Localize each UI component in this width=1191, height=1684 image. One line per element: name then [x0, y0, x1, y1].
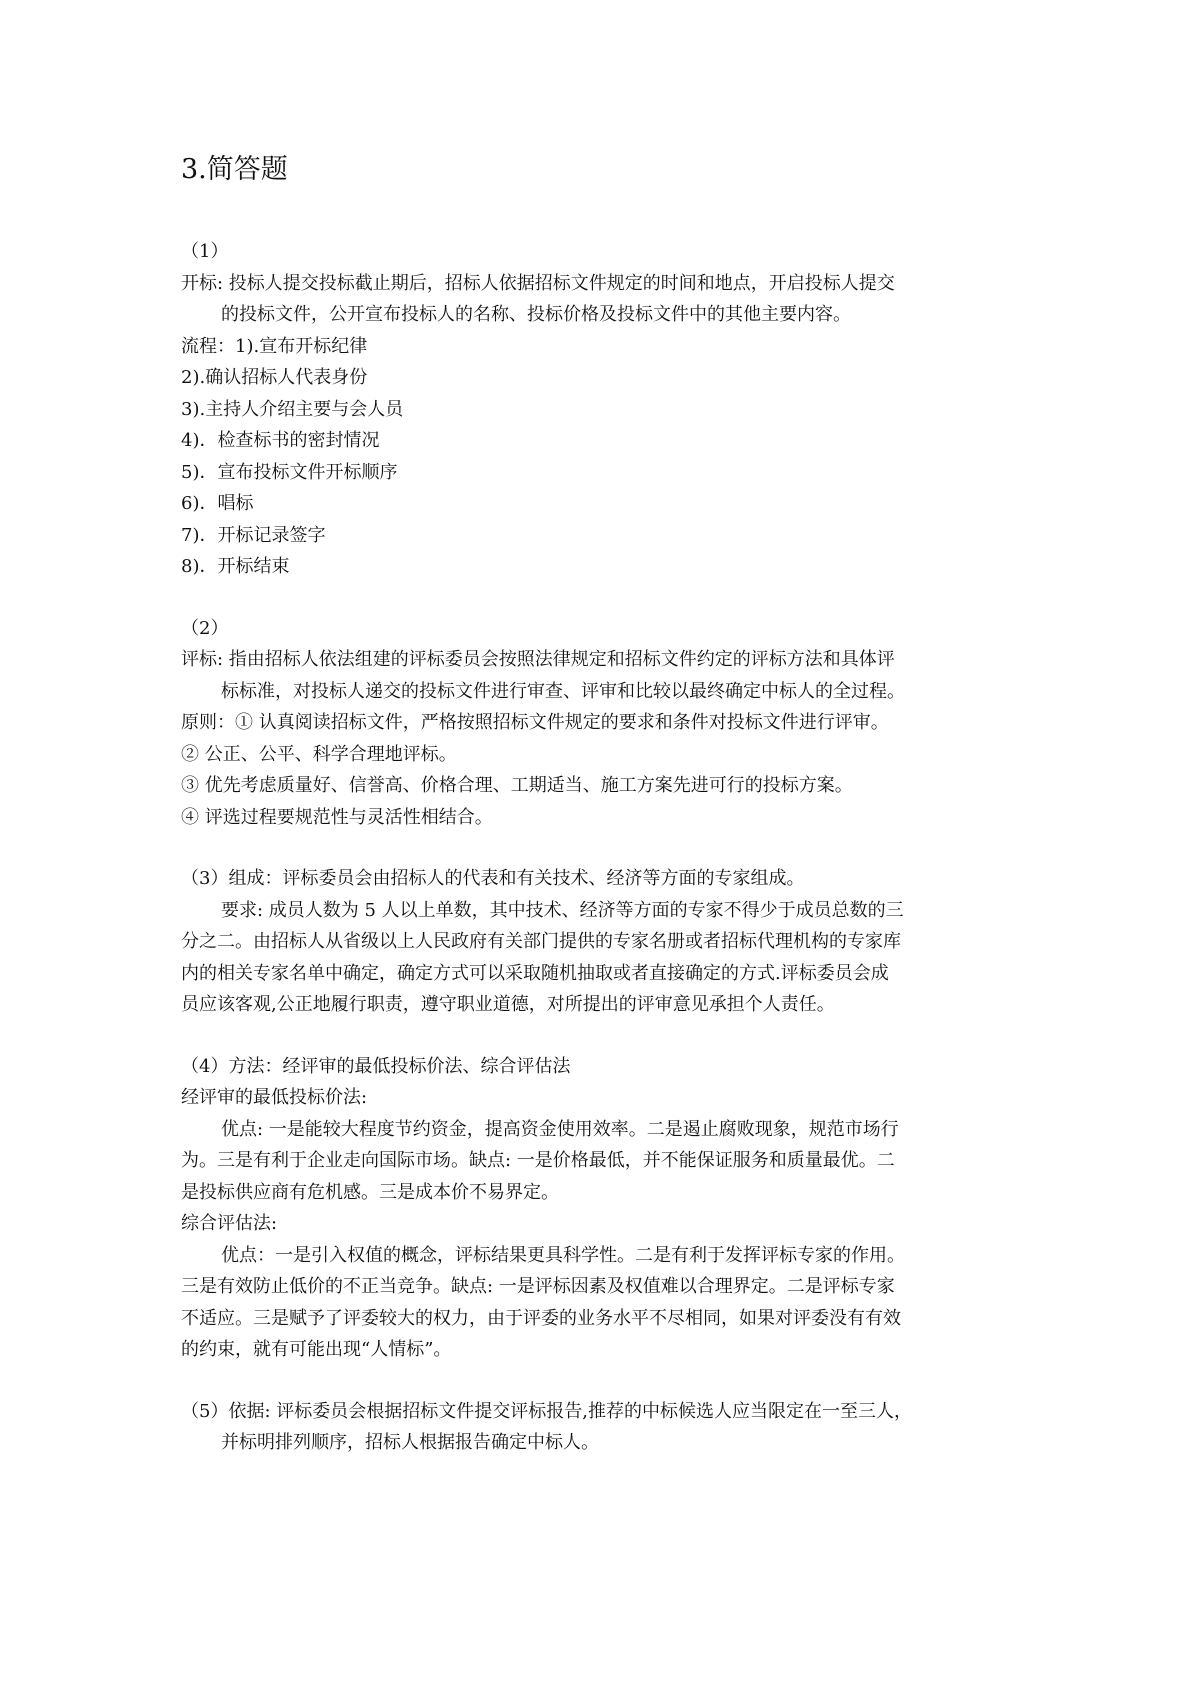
methods-line: （4）方法：经评审的最低投标价法、综合评估法 — [181, 1055, 571, 1077]
comprehensive-method-heading: 综合评估法: — [181, 1213, 278, 1234]
document-page — [181, 150, 1041, 1459]
flow-step: 3).主持人介绍主要与会人员 — [181, 398, 404, 420]
basis-line-2: 并标明排列顺序，招标人根据报告确定中标人。 — [221, 1432, 599, 1453]
flow-step: 6)．唱标 — [181, 493, 254, 514]
principle-item: ④ 评选过程要规范性与灵活性相结合。 — [181, 806, 493, 828]
composition-line: （3）组成：评标委员会由招标人的代表和有关技术、经济等方面的专家组成。 — [181, 868, 805, 889]
section-title: 3.简答题 — [181, 154, 288, 185]
principle-item: ③ 优先考虑质量好、信誉高、价格合理、工期适当、施工方案先进可行的投标方案。 — [181, 775, 853, 796]
flow-step: 流程：1).宣布开标纪律 — [181, 335, 368, 357]
evaluation-definition-line-1: 评标: 指由招标人依法组建的评标委员会按照法律规定和招标文件约定的评标方法和具体评 — [181, 649, 895, 670]
lowest-price-paragraph-line: 为。三是有利于企业走向国际市场。缺点: 一是价格最低，并不能保证服务和质量最优。二 — [181, 1150, 895, 1171]
flow-step: 7)．开标记录签字 — [181, 524, 326, 546]
requirement-paragraph-line: 员应该客观,公正地履行职责，遵守职业道德，对所提出的评审意见承担个人责任。 — [181, 994, 835, 1015]
item-1-number: （1） — [181, 241, 229, 262]
flow-step: 8)．开标结束 — [181, 556, 290, 577]
principle-item: 原则：① 认真阅读招标文件，严格按照招标文件规定的要求和条件对投标文件进行评审。 — [181, 712, 889, 733]
requirement-paragraph-line: 分之二。由招标人从省级以上人民政府有关部门提供的专家名册或者招标代理机构的专家库 — [181, 931, 901, 952]
flow-step: 4)．检查标书的密封情况 — [181, 430, 380, 451]
bid-opening-definition-line-1: 开标: 投标人提交投标截止期后，招标人依据招标文件规定的时间和地点，开启投标人提交 — [181, 272, 895, 294]
lowest-price-method-heading: 经评审的最低投标价法: — [181, 1087, 368, 1108]
lowest-price-paragraph-line: 优点: 一是能较大程度节约资金，提高资金使用效率。二是遏止腐败现象，规范市场行 — [221, 1118, 899, 1140]
comprehensive-paragraph-line: 三是有效防止低价的不正当竞争。缺点: 一是评标因素及权值难以合理界定。二是评标专家 — [181, 1276, 895, 1297]
comprehensive-paragraph-line: 的约束，就有可能出现“人情标”。 — [181, 1339, 452, 1360]
flow-step: 5)．宣布投标文件开标顺序 — [181, 461, 398, 483]
requirement-paragraph-line: 要求: 成员人数为 5 人以上单数，其中技术、经济等方面的专家不得少于成员总数的三 — [221, 899, 904, 921]
requirement-paragraph-line: 内的相关专家名单中确定，确定方式可以采取随机抽取或者直接确定的方式.评标委员会成 — [181, 962, 889, 984]
evaluation-definition-line-2: 标标准，对投标人递交的投标文件进行审查、评审和比较以最终确定中标人的全过程。 — [221, 680, 905, 702]
comprehensive-paragraph-line: 不适应。三是赋予了评委较大的权力，由于评委的业务水平不尽相同，如果对评委没有有效 — [181, 1307, 901, 1329]
item-2-number: （2） — [181, 617, 229, 639]
basis-line-1: （5）依据: 评标委员会根据招标文件提交评标报告,推荐的中标候选人应当限定在一至三人， — [181, 1400, 912, 1422]
principle-item: ② 公正、公平、科学合理地评标。 — [181, 743, 457, 765]
comprehensive-paragraph-line: 优点：一是引入权值的概念，评标结果更具科学性。二是有利于发挥评标专家的作用。 — [221, 1244, 905, 1266]
lowest-price-paragraph-line: 是投标供应商有危机感。三是成本价不易界定。 — [181, 1181, 559, 1203]
flow-step: 2).确认招标人代表身份 — [181, 367, 368, 388]
bid-opening-definition-line-2: 的投标文件，公开宣布投标人的名称、投标价格及投标文件中的其他主要内容。 — [221, 304, 851, 325]
